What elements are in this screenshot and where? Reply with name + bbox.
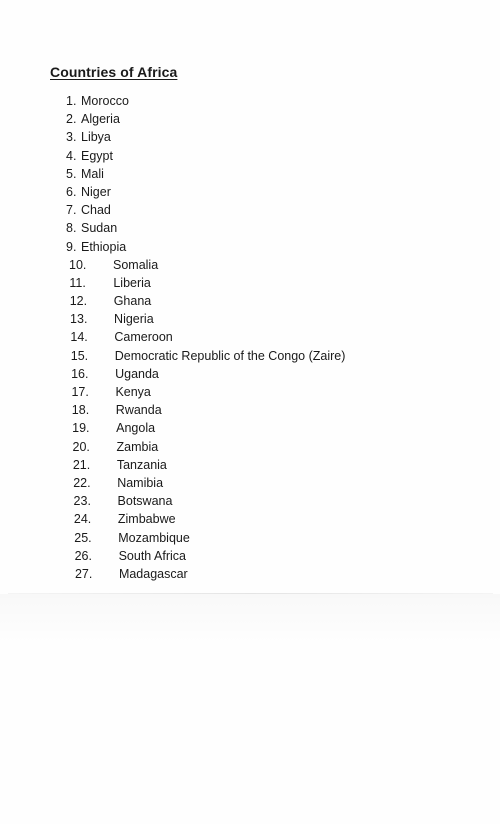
scan-shadow bbox=[0, 594, 500, 644]
list-item-name: Algeria bbox=[81, 112, 120, 127]
list-item bbox=[0, 565, 500, 583]
list-item-name: Niger bbox=[81, 184, 111, 199]
list-item-name: Morocco bbox=[81, 94, 129, 108]
list-item-number: 13. bbox=[70, 312, 88, 327]
list-item bbox=[0, 456, 500, 474]
list-item-number: 4. bbox=[66, 148, 77, 163]
list-item-name: Angola bbox=[116, 421, 156, 436]
list-item bbox=[0, 328, 500, 346]
list-item-number: 23. bbox=[73, 494, 91, 509]
list-item bbox=[0, 492, 500, 510]
list-item bbox=[0, 438, 500, 456]
list-item-number: 20. bbox=[72, 439, 90, 454]
list-item-number: 18. bbox=[71, 403, 90, 418]
list-item-name: Somalia bbox=[113, 257, 159, 272]
list-item-number: 6. bbox=[66, 184, 77, 199]
list-item-number: 10. bbox=[69, 257, 87, 272]
list-item-name: Zimbabwe bbox=[117, 512, 176, 527]
list-item bbox=[0, 201, 500, 219]
list-item-number: 24. bbox=[73, 512, 92, 527]
list-item-name: Mali bbox=[81, 166, 104, 181]
list-item bbox=[0, 219, 500, 237]
list-item-name: Sudan bbox=[81, 221, 118, 236]
list-item bbox=[0, 292, 500, 310]
list-item-number: 5. bbox=[66, 166, 77, 181]
list-item-name: Ethiopia bbox=[81, 239, 127, 254]
list-item-number: 15. bbox=[70, 348, 89, 363]
list-item-name: Democratic Republic of the Congo (Zaire) bbox=[114, 348, 346, 363]
list-item-name: Tanzania bbox=[116, 457, 167, 472]
list-item-number: 9. bbox=[66, 239, 77, 254]
list-item bbox=[0, 365, 500, 383]
list-item-number: 3. bbox=[66, 130, 77, 145]
list-item-number: 25. bbox=[74, 530, 92, 545]
list-item-name: Liberia bbox=[113, 275, 151, 290]
list-item bbox=[0, 183, 500, 201]
list-item-number: 26. bbox=[74, 548, 92, 563]
list-item-number: 8. bbox=[66, 221, 77, 236]
list-item-number: 1. bbox=[66, 94, 77, 108]
list-item-number: 19. bbox=[72, 421, 90, 436]
list-item-number: 2. bbox=[66, 112, 77, 127]
list-item-name: Botswana bbox=[117, 494, 173, 509]
list-item-number: 14. bbox=[70, 330, 88, 345]
list-item-name: Nigeria bbox=[114, 312, 154, 327]
list-item bbox=[0, 401, 500, 419]
list-item-number: 21. bbox=[72, 457, 91, 472]
list-item-name: Uganda bbox=[115, 366, 159, 381]
page-title: Countries of Africa bbox=[50, 64, 178, 80]
list-item-name: Libya bbox=[81, 130, 111, 145]
list-item-name: Egypt bbox=[81, 148, 113, 163]
list-item-number: 12. bbox=[69, 294, 88, 309]
list-item-name: Rwanda bbox=[115, 403, 162, 418]
list-item bbox=[0, 474, 500, 492]
list-item-name: Zambia bbox=[116, 439, 159, 454]
list-item-name: Chad bbox=[81, 203, 111, 218]
list-item-name: Ghana bbox=[113, 294, 152, 309]
list-item-number: 27. bbox=[74, 566, 93, 581]
list-item bbox=[0, 274, 500, 292]
list-item bbox=[0, 110, 500, 128]
list-item-number: 22. bbox=[73, 475, 91, 490]
list-item bbox=[0, 165, 500, 183]
list-item bbox=[0, 92, 500, 110]
list-item bbox=[0, 147, 500, 165]
list-item bbox=[0, 310, 500, 328]
list-item bbox=[0, 347, 500, 365]
list-item-name: Cameroon bbox=[114, 330, 173, 345]
list-item bbox=[0, 238, 500, 256]
list-item bbox=[0, 383, 500, 401]
list-item-number: 16. bbox=[71, 366, 89, 381]
list-item bbox=[0, 128, 500, 146]
list-item bbox=[0, 547, 500, 565]
list-item-name: Namibia bbox=[117, 475, 164, 490]
list-item-number: 11. bbox=[69, 275, 86, 290]
country-list bbox=[0, 92, 500, 583]
list-item-name: Madagascar bbox=[118, 566, 188, 581]
list-item-name: Mozambique bbox=[118, 530, 190, 545]
list-item bbox=[0, 419, 500, 437]
list-item-name: Kenya bbox=[115, 385, 151, 399]
list-item-number: 7. bbox=[66, 203, 77, 218]
list-item-name: South Africa bbox=[118, 548, 186, 563]
list-item bbox=[0, 256, 500, 274]
list-item-number: 17. bbox=[71, 385, 89, 399]
list-item bbox=[0, 510, 500, 528]
list-item bbox=[0, 529, 500, 547]
